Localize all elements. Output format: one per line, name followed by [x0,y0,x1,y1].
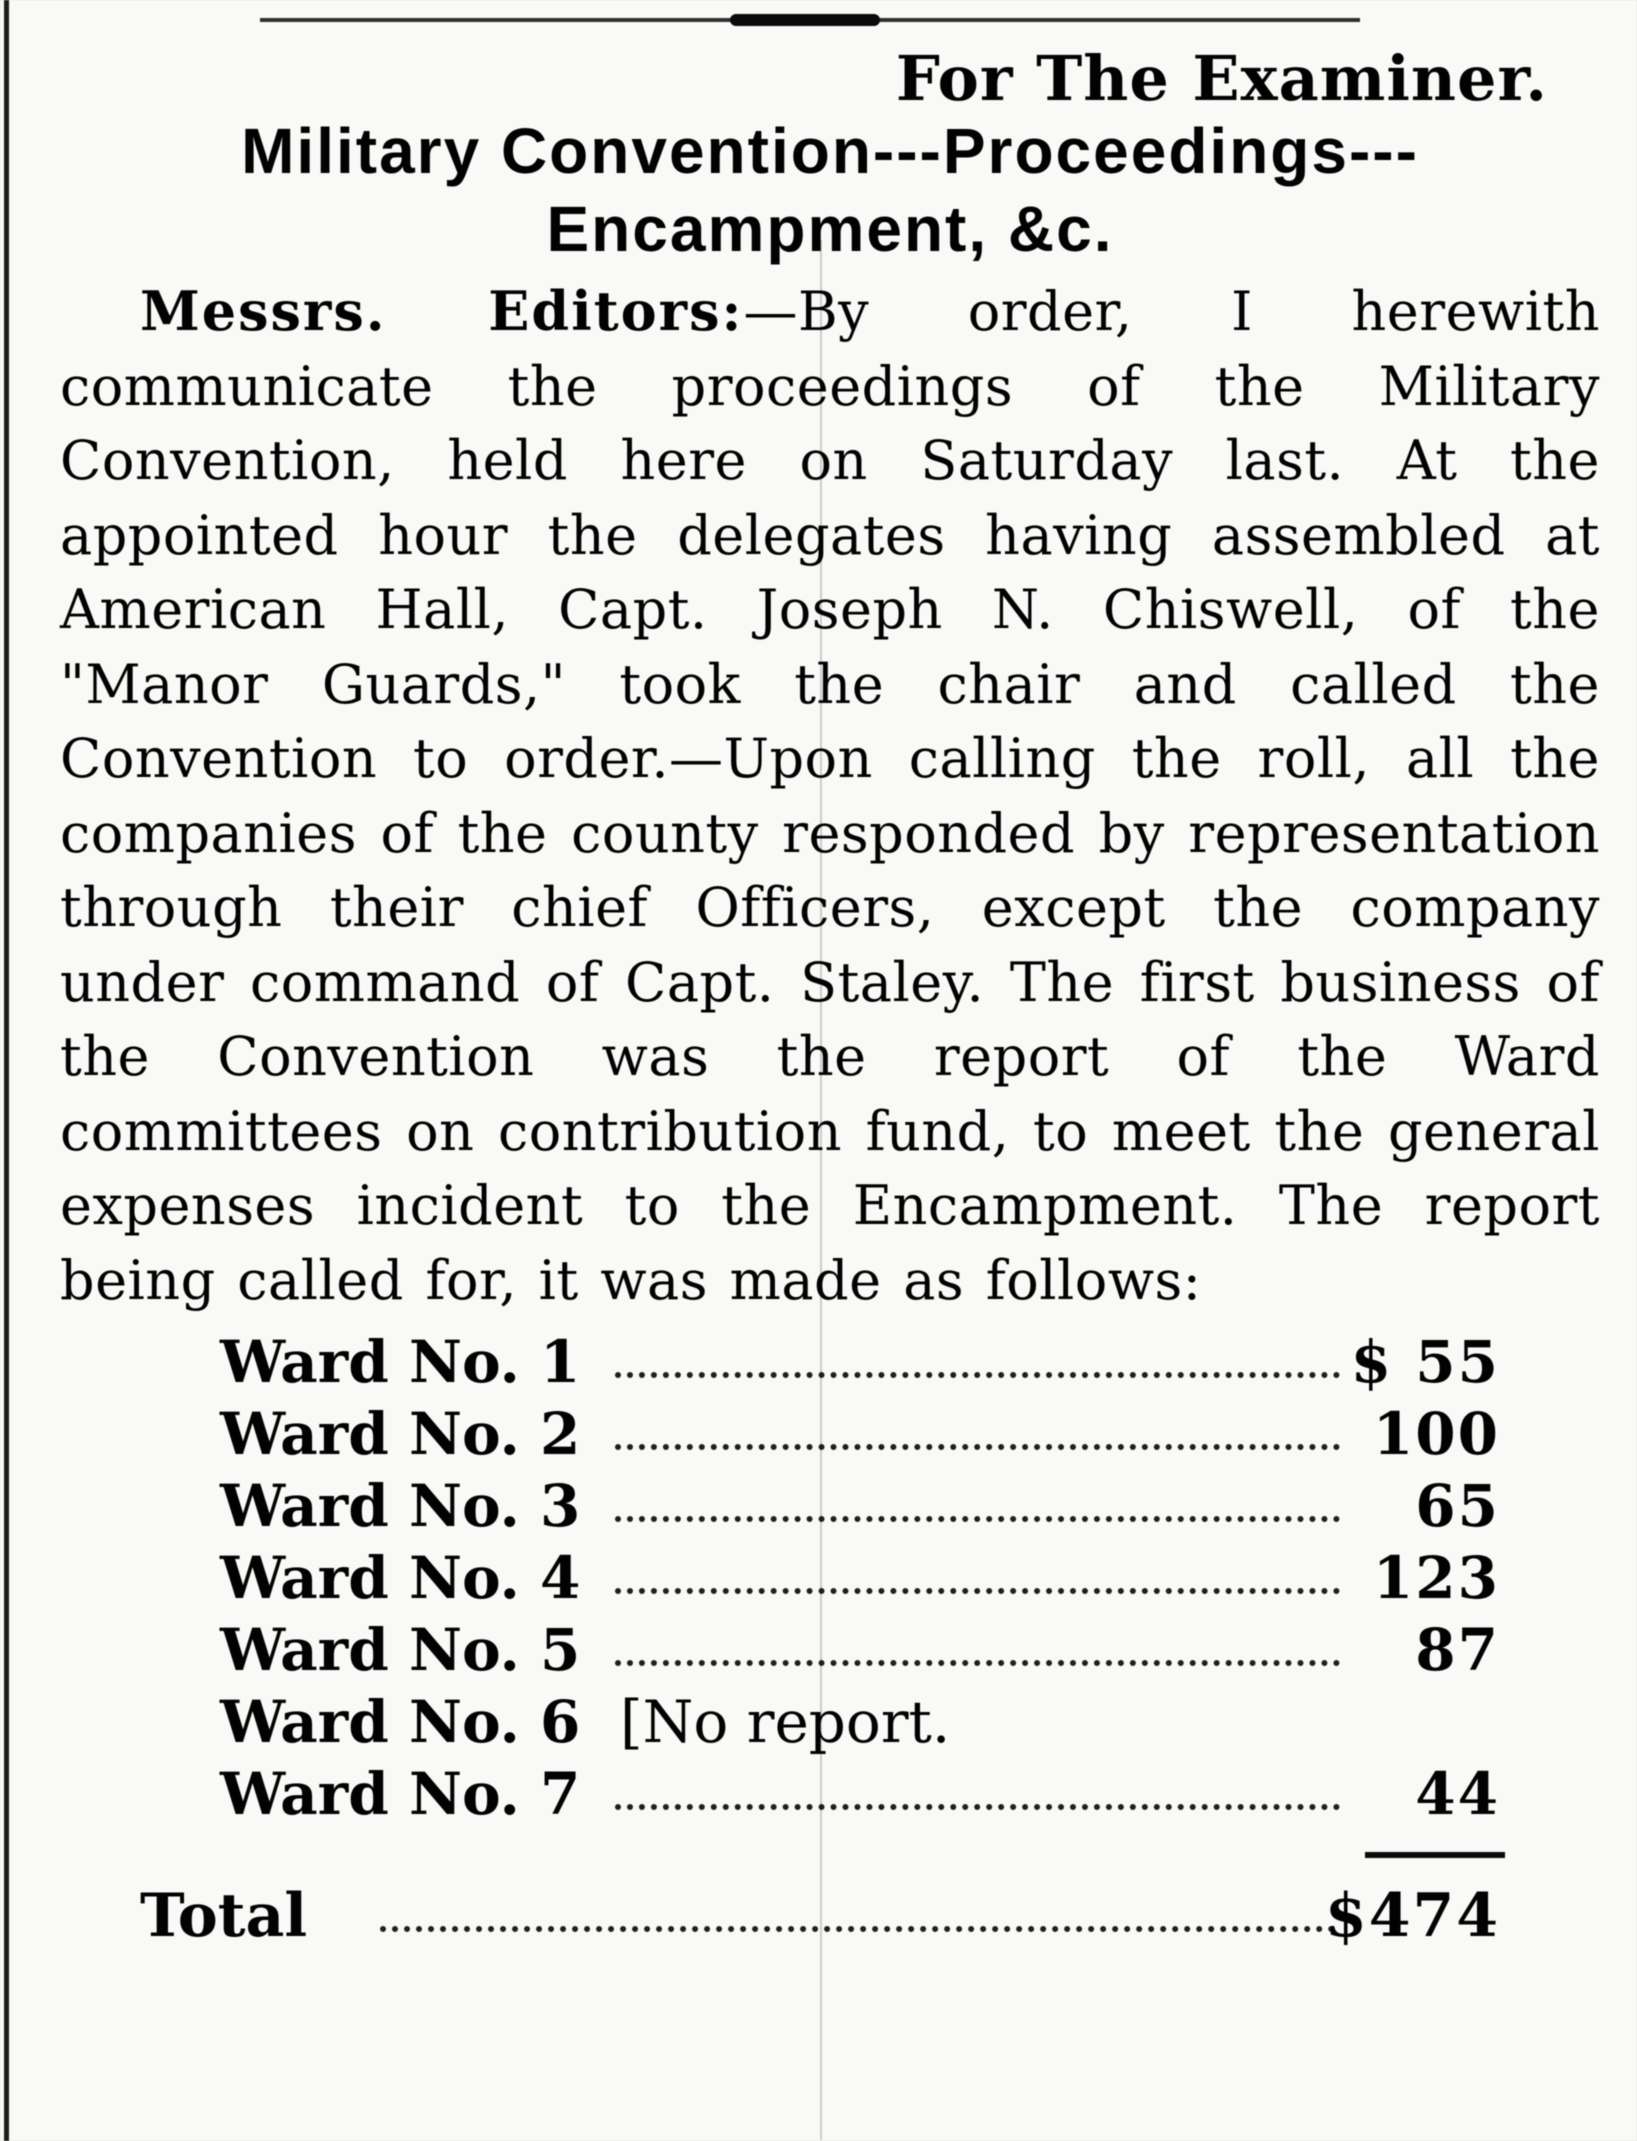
article-body-text: —By order, I herewith communicate the proceedings of the Military Convention, held here on Saturday last. At the appointed hour the delegates having assembled at American Hall, Capt. Joseph N. Chiswell, of the "Manor Guards," took the chair and called the Convention to order.—Upon calling the roll, all the companies of the county responded by representation through their chief Officers, except the company under command of Capt. Staley. The first business of the Convention was the report of the Ward committees on contribution fund, to meet the general expenses incident to the Encampment. The report being called for, it was made as follows: [60,280,1600,1312]
dot-leader [615,1660,1340,1666]
article-body [60,274,1600,1318]
ward-label: Ward No. 1 [220,1328,581,1396]
dot-leader [615,1516,1340,1522]
article [60,20,1600,1952]
salutation: Messrs. Editors: [140,279,744,343]
column-rule [4,0,9,2141]
dot-leader [615,1804,1340,1810]
ward-amount: 123 [1372,1544,1500,1612]
byline: For The Examiner. [895,42,1548,115]
ward-label: Ward No. 7 [220,1760,581,1828]
ward-label: Ward No. 3 [220,1472,581,1540]
dot-leader [615,1444,1340,1450]
headline-line-1: Military Convention---Proceedings--- [241,115,1419,187]
dot-leader [380,1926,1335,1932]
ward-note: [No report. [620,1688,951,1756]
ward-amount: 87 [1415,1616,1500,1684]
ward-amount: $ 55 [1350,1328,1500,1396]
ward-label: Ward No. 4 [220,1544,581,1612]
total-row [60,1880,1600,1952]
ward-row [60,1542,1600,1614]
ward-amount: 44 [1415,1760,1500,1828]
headline [60,112,1600,268]
ward-row [60,1686,1600,1758]
total-amount: $474 [1325,1881,1500,1951]
dot-leader [615,1372,1340,1378]
sum-rule [60,1830,1600,1880]
ward-amount: 65 [1415,1472,1500,1540]
headline-line-2: Encampment, &c. [546,193,1114,265]
total-label: Total [140,1881,308,1951]
ward-label: Ward No. 5 [220,1616,581,1684]
ward-label: Ward No. 2 [220,1400,581,1468]
ward-row [60,1758,1600,1830]
ward-amount: 100 [1372,1400,1500,1468]
ward-label: Ward No. 6 [220,1688,581,1756]
contribution-table [60,1326,1600,1952]
ward-row [60,1326,1600,1398]
dot-leader [615,1588,1340,1594]
ward-row [60,1398,1600,1470]
ward-row [60,1470,1600,1542]
ward-row [60,1614,1600,1686]
